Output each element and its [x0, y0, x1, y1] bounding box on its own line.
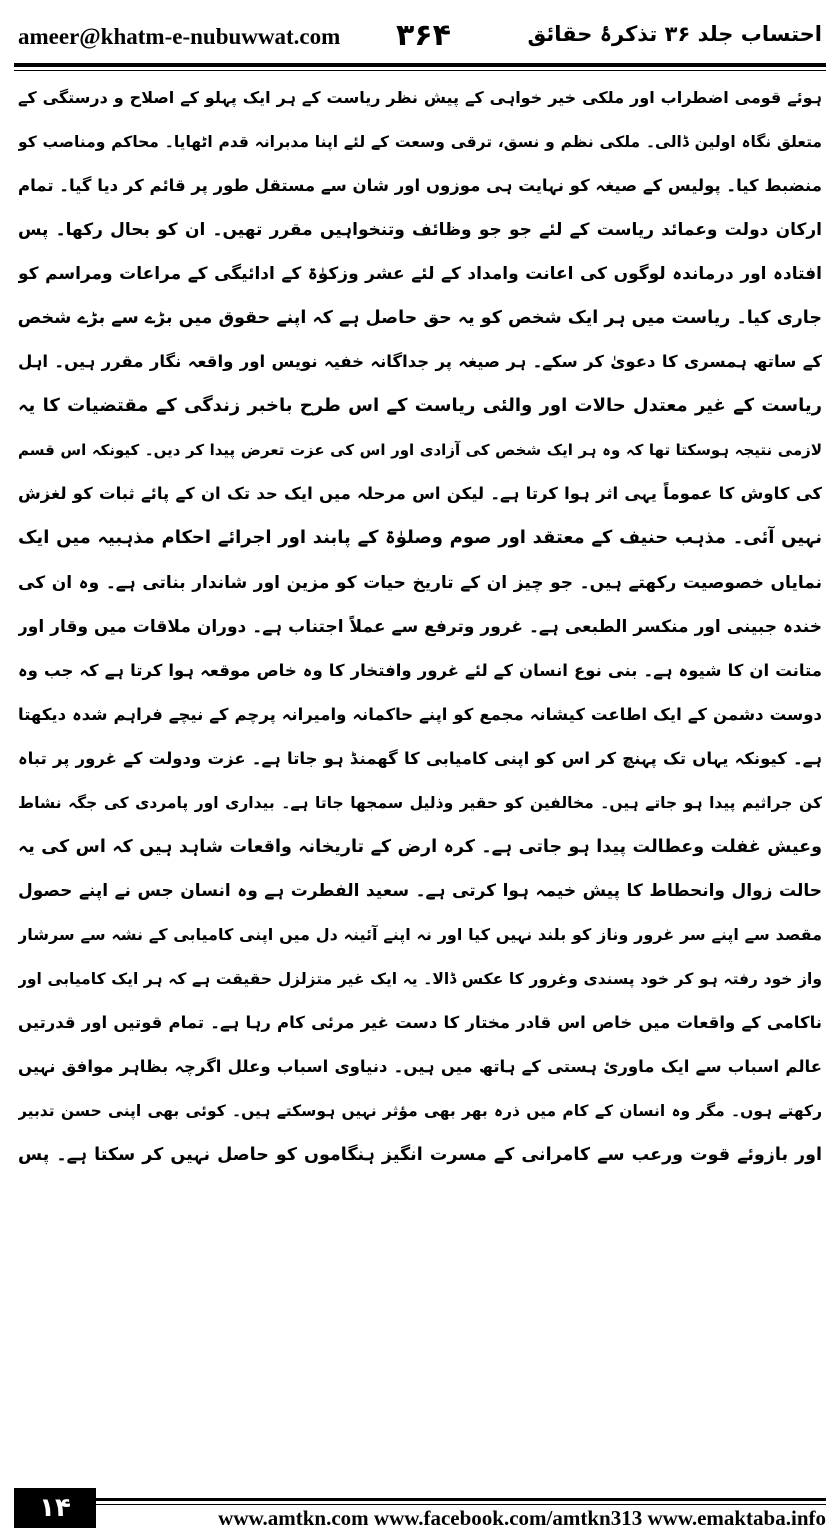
text-line: ناکامی کے واقعات میں خاص اس قادر مختار کا دست غیر مرئی کام رہا ہے۔ تمام قوتیں اور قدرتیں	[18, 1012, 822, 1032]
text-line: افتادہ اور درماندہ لوگوں کی اعانت وامداد کے لئے عشر وزکوٰۃ کے ادائیگی کے مراعات ومراسم کو	[18, 264, 822, 285]
header-divider-thick	[14, 63, 826, 67]
text-line: متانت ان کا شیوہ ہے۔ بنی نوع انسان کے لئے غرور وافتخار کا وہ خاص موقعہ ہوا کرتا ہے کہ جب وہ	[18, 660, 822, 680]
text-line: جاری کیا۔ ریاست میں ہر ایک شخص کو یہ حق حاصل ہے کہ اپنے حقوق میں بڑے سے بڑے شخص	[18, 308, 822, 329]
text-line: مقصد سے اپنے سر غرور وناز کو بلند نہیں کیا اور نہ اپنے آئینہ دل میں اپنی کامیابی کے نشہ سے سرشار	[18, 924, 822, 944]
text-line: متعلق نگاہ اولین ڈالی۔ ملکی نظم و نسق، ترقی وسعت کے لئے اپنا مدبرانہ قدم اٹھایا۔ محاکم ومناصب کو	[18, 133, 822, 152]
text-line: خندہ جبینی اور منکسر الطبعی ہے۔ غرور وترفع سے عملاً اجتناب ہے۔ دوران ملاقات میں وقار اور	[18, 616, 822, 637]
text-line: ہے۔ کیونکہ یہاں تک پہنچ کر اس کو اپنی کامیابی کا گھمنڈ ہو جاتا ہے۔ عزت ودولت کے غرور پر تباہ	[18, 748, 822, 768]
text-line: لازمی نتیجہ ہوسکتا تھا کہ وہ ہر ایک شخص کی آزادی اور اس کی عزت تعرض پیدا کر دیں۔ کیونکہ اس قسم	[18, 441, 822, 460]
footer-page-number: ۱۴	[14, 1488, 96, 1528]
text-line: منضبط کیا۔ پولیس کے صیغہ کو نہایت ہی موزوں اور شان سے مستقل طور پر قائم کر دیا گیا۔ تمام	[18, 176, 822, 196]
text-line: ارکان دولت وعمائد ریاست کے لئے جو جو وظائف وتنخواہیں مقرر تھیں۔ ان کو بحال رکھا۔ پس	[18, 220, 822, 241]
text-line: کن جراثیم پیدا ہو جاتے ہیں۔ مخالفین کو حقیر وذلیل سمجھا جاتا ہے۔ بیداری اور پامردی کی جگہ نشاط	[18, 793, 822, 812]
page-header	[14, 14, 826, 60]
footer-divider-thick	[96, 1498, 826, 1501]
text-line: ریاست کے غیر معتدل حالات اور والئی ریاست کے اس طرح باخبر زندگی کے مقتضیات کا یہ	[18, 395, 822, 417]
text-line: حالت زوال وانحطاط کا پیش خیمہ ہوا کرتی ہے۔ سعید الفطرت ہے وہ انسان جس نے اپنے حصول	[18, 880, 822, 901]
footer-divider-thin	[96, 1504, 826, 1505]
text-line: ہوئے قومی اضطراب اور ملکی خیر خواہی کے پیش نظر ریاست کے ہر ایک پہلو کے اصلاح و درستگی کے	[18, 88, 822, 107]
text-line: دوست دشمن کے ایک اطاعت کیشانہ مجمع کو اپنے حاکمانہ وامیرانہ پرچم کے نیچے فراہم شدہ دیکھتا	[18, 704, 822, 724]
text-line: عالم اسباب سے ایک ماورئ ہستی کے ہاتھ میں ہیں۔ دنیاوی اسباب وعلل اگرچہ بظاہر موافق نہیں	[18, 1057, 822, 1077]
text-line: نمایاں خصوصیت رکھتے ہیں۔ جو چیز ان کے تاریخ حیات کو مزین اور شاندار بناتی ہے۔ وہ ان کی	[18, 572, 822, 593]
text-line: اور بازوئے قوت ورعب سے کامرانی کے مسرت انگیز ہنگاموں کو حاصل نہیں کر سکتا ہے۔ پس	[18, 1145, 822, 1166]
page-footer	[14, 1488, 826, 1532]
text-line: وعیش غفلت وعطالت پیدا ہو جاتی ہے۔ کرہ ارض کے تاریخانہ واقعات شاہد ہیں کہ اس کی یہ	[18, 836, 822, 857]
header-page-number: ۳۶۴	[396, 18, 451, 53]
header-book-title: احتساب جلد ۳۶ تذکرۂ حقائق	[527, 22, 822, 46]
header-divider-thin	[14, 70, 826, 71]
body-text	[18, 76, 822, 1486]
footer-links[interactable]: www.amtkn.com www.facebook.com/amtkn313 www.emaktaba.info	[218, 1506, 826, 1530]
text-line: رکھتے ہوں۔ مگر وہ انسان کے کام میں ذرہ بھر بھی مؤثر نہیں ہوسکتے ہیں۔ کوئی بھی اپنی حسن تدبیر	[18, 1102, 822, 1121]
text-line: کے ساتھ ہمسری کا دعویٰ کر سکے۔ ہر صیغہ پر جداگانہ خفیہ نویس اور واقعہ نگار مقرر ہیں۔ اہل	[18, 352, 822, 372]
text-line: واز خود رفتہ ہو کر خود پسندی وغرور کا عکس ڈالا۔ یہ ایک غیر متزلزل حقیقت ہے کہ ہر ایک کامیابی اور	[18, 969, 822, 988]
header-email: ameer@khatm-e-nubuwwat.com	[18, 24, 341, 49]
text-line: کی کاوش کا عموماً یہی اثر ہوا کرتا ہے۔ لیکن اس مرحلہ میں ایک حد تک ان کے پائے ثبات کو لغزش	[18, 484, 822, 504]
text-line: نہیں آئی۔ مذہب حنیف کے معتقد اور صوم وصلوٰۃ کے پابند اور اجرائے احکام مذہبیہ میں ایک	[18, 527, 822, 549]
